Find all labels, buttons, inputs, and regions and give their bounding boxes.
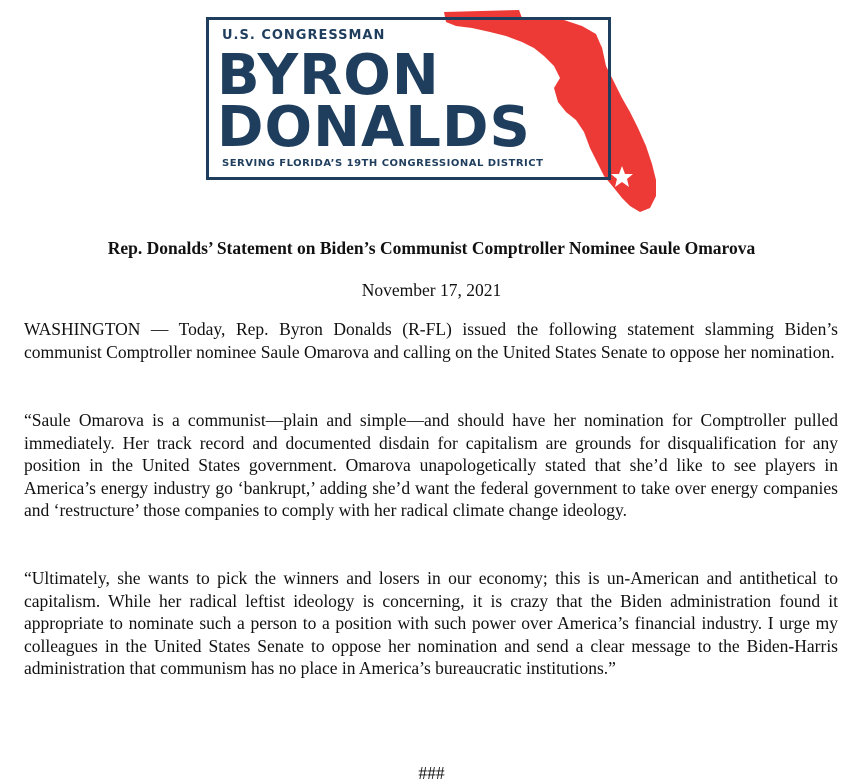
logo-tagline: SERVING FLORIDA’S 19TH CONGRESSIONAL DISTRICT: [222, 158, 544, 169]
logo-last-name: DONALDS: [217, 95, 531, 160]
body-paragraph-1: WASHINGTON — Today, Rep. Byron Donalds (R-FL) issued the following statement slamming Biden’s communist Comptroller nominee Saule Omarova and calling on the United States Senate to oppose her nomination.: [24, 319, 838, 362]
statement-headline: Rep. Donalds’ Statement on Biden’s Communist Comptroller Nominee Saule Omarova: [107, 238, 756, 258]
logo-title-line: U.S. CONGRESSMAN: [222, 28, 386, 43]
logo-first-name: BYRON: [217, 43, 440, 108]
end-mark: ###: [418, 763, 445, 783]
body-paragraph-3: “Ultimately, she wants to pick the winners and losers in our economy; this is un-American and antithetical to capitalism. While her radical leftist ideology is concerning, it is crazy that the Biden administration found it appropriate to nominate such a person to a position with such power over America’s financial industry. I urge my colleagues in the United States Senate to oppose her nomination and send a clear message to the Biden-Harris administration that communism has no place in America’s bureaucratic institutions.”: [24, 568, 838, 678]
body-paragraph-2: “Saule Omarova is a communist—plain and simple—and should have her nomination for Comptroller pulled immediately. Her track record and documented disdain for capitalism are grounds for disqualification for any position in the United States government. Omarova unapologetically stated that she’d like to see players in America’s energy industry go ‘bankrupt,’ adding she’d want the federal government to take over energy companies and ‘restructure’ those companies to comply with her radical climate change ideology.: [24, 410, 838, 520]
congressman-logo: [204, 8, 664, 218]
statement-date: November 17, 2021: [361, 280, 502, 300]
